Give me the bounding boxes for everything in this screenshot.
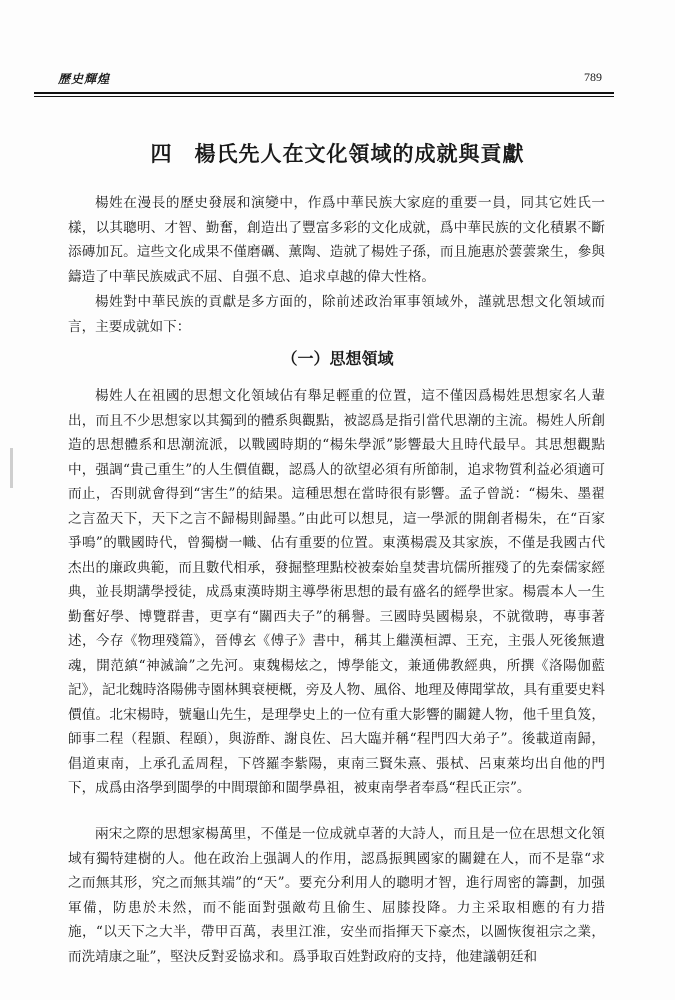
body-paragraph-1: 楊姓人在祖國的思想文化領域佔有舉足輕重的位置，這不僅因爲楊姓思想家名人輩出，而且不少思想家以其獨到的體系與觀點，被認爲是指引當代思潮的主流。楊姓人所創造的思想體系和思潮流派，以戰國時期的“楊朱學派”影響最大且時代最早。其思想觀點中，强調“貴己重生”的人生價值觀，認爲人的欲望必須有所節制，追求物質利益必須適可而止，否則就會得到“害生”的結果。這種思想在當時很有影響。孟子曾説：“楊朱、墨翟之言盈天下，天下之言不歸楊則歸墨。”由此可以想見，這一學派的開創者楊朱，在“百家爭鳴”的戰國時代，曾獨樹一幟、佔有重要的位置。東漢楊震及其家族，不僅是我國古代杰出的廉政典範，而且數代相承，發掘整理點校被秦始皇焚書坑儒所摧殘了的先秦儒家經典，並長期講學授徒，成爲東漢時期主導學術思想的最有盛名的經學世家。楊震本人一生勤奮好學、博覽群書，更享有“關西夫子”的稱譽。三國時吳國楊泉，不就徵聘，專事著述，今存《物理殘篇》，晉傅玄《傅子》書中，稱其上繼漢桓譚、王充，主張人死後無遺魂，開范縝“神滅論”之先河。東魏楊炫之，博學能文，兼通佛教經典，所撰《洛陽伽藍記》，記北魏時洛陽佛寺園林興衰梗概，旁及人物、風俗、地理及傳聞掌故，具有重要史料價值。北宋楊時，號龜山先生，是理學史上的一位有重大影響的關鍵人物，他千里負笈，師事二程（程顥、程頤），與游酢、謝良佐、呂大臨并稱“程門四大弟子”。後載道南歸，倡道東南，上承孔孟周程，下啓羅李紫陽，東南三賢朱熹、張栻、呂東萊均出自他的門下，成爲由洛學到閩學的中間環節和閩學鼻祖，被東南學者奉爲“程氏正宗”。 bbox=[68, 388, 605, 796]
intro-paragraph-1: 楊姓在漫長的歷史發展和演變中，作爲中華民族大家庭的重要一員，同其它姓氏一樣，以其聰明、才智、勤奮，創造出了豐富多彩的文化成就，爲中華民族的文化積累不斷添磚加瓦。這些文化成果不僅磨礪、薰陶、造就了楊姓子孫，而且施惠於蕓蕓衆生，參與鑄造了中華民族威武不屈、自强不息、追求卓越的偉大性格。 bbox=[68, 195, 605, 285]
section-title: （一）思想領域 bbox=[281, 349, 394, 368]
body-paragraph-2: 兩宋之際的思想家楊萬里，不僅是一位成就卓著的大詩人，而且是一位在思想文化領域有獨特建樹的人。他在政治上强調人的作用，認爲振興國家的關鍵在人，而不是靠“求之而無其形，究之而無其端”的“天”。要充分利用人的聰明才智，進行周密的籌劃，加强軍備，防患於未然，而不能面對强敵苟且偷生、屈膝投降。力主采取相應的有力措施，“以天下之大半，帶甲百萬，表里江淮，安坐而指揮天下豪杰，以圖恢復祖宗之業，而洗靖康之耻”，堅決反對妥協求和。爲爭取百姓對政府的支持，他建議朝廷和 bbox=[68, 826, 605, 965]
page-number: 789 bbox=[584, 70, 602, 84]
intro-paragraph-2: 楊姓對中華民族的貢獻是多方面的，除前述政治軍事領域外，謹就思想文化領域而言，主要成就如下： bbox=[68, 294, 605, 335]
header-rule-thick bbox=[34, 92, 614, 94]
running-header bbox=[34, 68, 614, 92]
scan-artifact bbox=[10, 448, 13, 488]
running-title: 歷史輝煌 bbox=[58, 72, 111, 86]
header-rule-thin bbox=[34, 96, 614, 97]
chapter-title: 四 楊氏先人在文化領域的成就與貢獻 bbox=[150, 141, 525, 166]
